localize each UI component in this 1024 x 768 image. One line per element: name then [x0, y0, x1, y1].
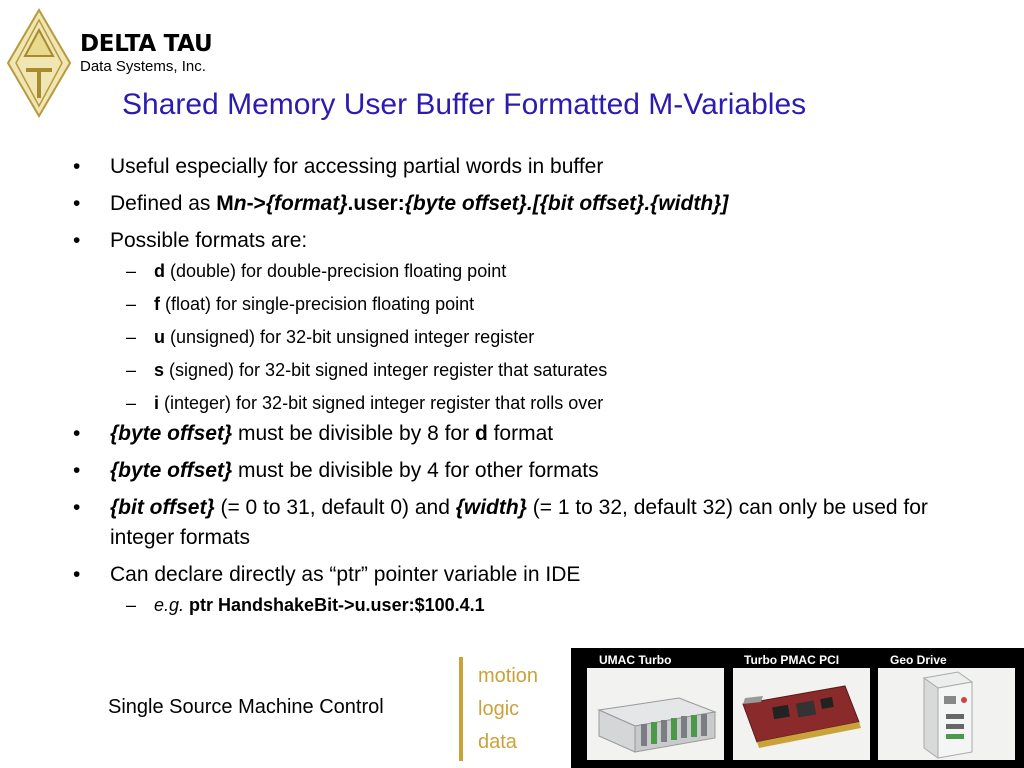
- bullet-text: format: [487, 422, 554, 445]
- brand: [80, 30, 212, 76]
- bullet-byte-offset-8: [0, 419, 930, 449]
- footer-word-data: data: [478, 731, 517, 753]
- pci-card-icon: [733, 668, 870, 760]
- product-label-umac: UMAC Turbo: [599, 653, 672, 667]
- format-code: d: [474, 422, 488, 445]
- defined-user: .user:: [347, 192, 405, 215]
- bullet-useful: • Useful especially for accessing partial words in buffer: [0, 152, 930, 182]
- footer-word-motion: motion: [478, 665, 539, 687]
- bullet-ptr: • Can declare directly as “ptr” pointer variable in IDE: [0, 560, 930, 590]
- format-code: d: [154, 261, 165, 281]
- format-code: i: [154, 393, 160, 413]
- turbo-pmac-pci-image: [733, 668, 870, 760]
- product-banner: [571, 648, 1024, 768]
- product-label-pmac: Turbo PMAC PCI: [744, 653, 840, 667]
- umac-turbo-image: [587, 668, 724, 760]
- term-width: {width}: [455, 496, 527, 519]
- bullet-formats: • Possible formats are:: [0, 226, 930, 256]
- defined-dot: .: [644, 192, 651, 215]
- footer-words: [478, 660, 538, 759]
- term-byte-offset: {byte offset}: [110, 422, 233, 445]
- term-byte-offset: {byte offset}: [110, 459, 233, 482]
- bullet-list: [0, 152, 1024, 626]
- geo-drive-icon: [878, 668, 1015, 760]
- bullet-text: (= 1 to 32, default 32) can only be used for integer formats: [110, 496, 928, 549]
- format-desc: (float) for single-precision floating point: [160, 294, 475, 314]
- defined-format: {format}: [265, 192, 348, 215]
- product-label-geo: Geo Drive: [890, 653, 947, 667]
- bullet-text: must be divisible by 4 for other formats: [232, 459, 599, 482]
- delta-tau-logo-icon: [6, 8, 72, 118]
- bullet-bit-offset: [0, 493, 930, 553]
- footer-word-logic: logic: [478, 698, 520, 720]
- bullet-byte-offset-4: [0, 456, 930, 486]
- defined-bracket-close: ]: [721, 192, 729, 215]
- defined-width: {width}: [650, 192, 722, 215]
- format-desc: (signed) for 32-bit signed integer register that saturates: [164, 360, 608, 380]
- defined-byte-offset: {byte offset}: [404, 192, 527, 215]
- bullet-text: (= 0 to 31, default 0) and: [214, 496, 456, 519]
- bullet-defined: [0, 189, 930, 219]
- term-bit-offset: {bit offset}: [110, 496, 215, 519]
- slide-title: Shared Memory User Buffer Formatted M-Variables: [122, 88, 807, 121]
- brand-name: DELTA TAU: [80, 31, 213, 57]
- example-eg: e.g.: [154, 595, 185, 615]
- defined-m: M: [216, 192, 234, 215]
- format-item-f: [0, 292, 1024, 317]
- format-item-u: [0, 325, 1024, 350]
- format-item-d: [0, 259, 1024, 284]
- defined-bit-offset: {bit offset}: [539, 192, 645, 215]
- format-desc: (integer) for 32-bit signed integer register that rolls over: [159, 393, 604, 413]
- format-desc: (double) for double-precision floating point: [165, 261, 507, 281]
- defined-bracket-open: .[: [526, 192, 540, 215]
- format-code: u: [154, 327, 165, 347]
- geo-drive-image: [878, 668, 1015, 760]
- footer-tagline: Single Source Machine Control: [108, 696, 384, 718]
- defined-arrow: ->: [246, 192, 266, 215]
- format-item-i: [0, 391, 1024, 416]
- bullet-text: must be divisible by 8 for: [232, 422, 475, 445]
- example-item: [0, 593, 1024, 618]
- format-code: f: [154, 294, 160, 314]
- format-item-s: [0, 358, 1024, 383]
- defined-n: n: [233, 192, 247, 215]
- format-desc: (unsigned) for 32-bit unsigned integer register: [165, 327, 535, 347]
- umac-rack-icon: [587, 668, 724, 760]
- defined-prefix: Defined as: [110, 192, 217, 215]
- brand-subtitle: Data Systems, Inc.: [80, 58, 206, 75]
- footer-divider: [459, 657, 463, 761]
- format-code: s: [154, 360, 165, 380]
- example-code: ptr HandshakeBit->u.user:$100.4.1: [184, 595, 485, 615]
